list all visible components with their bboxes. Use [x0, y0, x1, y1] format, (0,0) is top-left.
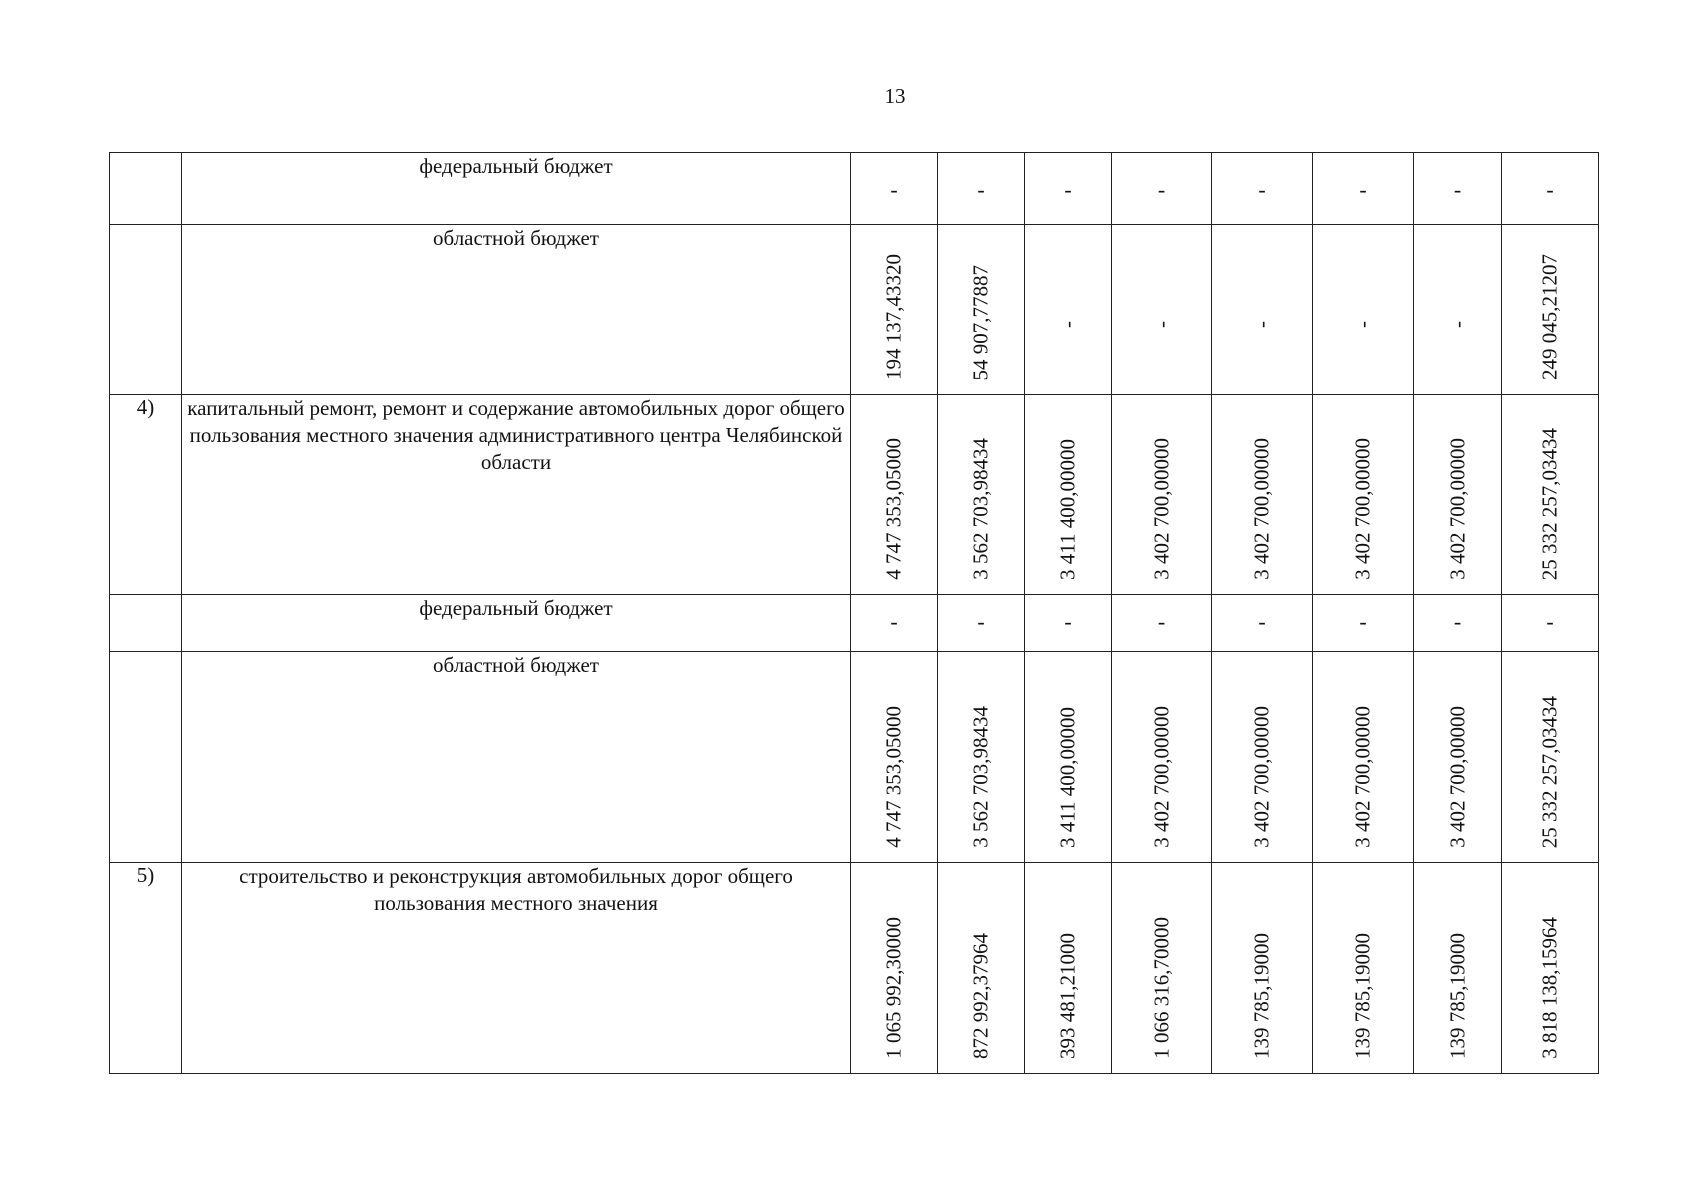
- row-number: [110, 652, 182, 863]
- value-cell: [1212, 863, 1313, 1074]
- row-number: [110, 153, 182, 225]
- page-number: 13: [884, 84, 906, 108]
- value-text: -: [1055, 321, 1080, 328]
- value-cell: [1313, 652, 1414, 863]
- row-number: [110, 225, 182, 395]
- value-cell: [938, 395, 1025, 595]
- value-cell: [1313, 395, 1414, 595]
- row-number: 5): [110, 863, 182, 1074]
- value-text: 3 402 700,00000: [1350, 706, 1375, 848]
- value-cell: -: [1414, 153, 1502, 225]
- value-text: 25 332 257,03434: [1537, 695, 1562, 848]
- value-text: 249 045,21207: [1537, 254, 1562, 380]
- value-cell: -: [1414, 595, 1502, 652]
- value-cell: -: [1313, 153, 1414, 225]
- value-text: 3 402 700,00000: [1249, 438, 1274, 580]
- value-text: 3 562 703,98434: [968, 438, 993, 580]
- value-text: 3 402 700,00000: [1445, 706, 1469, 848]
- value-text: 3 402 700,00000: [1149, 706, 1173, 848]
- value-cell: [1112, 652, 1212, 863]
- value-cell: -: [851, 595, 938, 652]
- value-cell: -: [851, 153, 938, 225]
- value-text: 139 785,19000: [1350, 933, 1375, 1059]
- row-description: федеральный бюджет: [182, 595, 851, 652]
- row-description: областной бюджет: [182, 225, 851, 395]
- value-text: -: [1445, 321, 1469, 328]
- table-row: [110, 595, 1599, 652]
- value-cell: -: [1112, 595, 1212, 652]
- value-text: 3 402 700,00000: [1149, 438, 1173, 580]
- value-cell: -: [1112, 153, 1212, 225]
- value-cell: [851, 225, 938, 395]
- value-cell: [1313, 225, 1414, 395]
- value-text: 1 065 992,30000: [881, 917, 906, 1059]
- value-text: 4 747 353,05000: [881, 438, 906, 580]
- value-text: 1 066 316,70000: [1149, 917, 1173, 1059]
- table-row: [110, 225, 1599, 395]
- row-description: капитальный ремонт, ремонт и содержание автомобильных дорог общего пользования местного значения административного центра Челябинской области: [182, 395, 851, 595]
- value-cell: -: [1212, 153, 1313, 225]
- value-cell: -: [1502, 153, 1599, 225]
- value-cell: [1502, 225, 1599, 395]
- table-row: [110, 652, 1599, 863]
- budget-table: [109, 152, 1599, 1074]
- value-cell: [851, 652, 938, 863]
- value-text: 25 332 257,03434: [1537, 427, 1562, 580]
- value-cell: -: [1313, 595, 1414, 652]
- value-cell: [1414, 395, 1502, 595]
- value-cell: [938, 225, 1025, 395]
- value-text: 54 907,77887: [968, 264, 993, 380]
- row-number: [110, 595, 182, 652]
- value-cell: [1212, 395, 1313, 595]
- value-cell: -: [1025, 595, 1112, 652]
- value-cell: [1112, 225, 1212, 395]
- value-text: 194 137,43320: [881, 254, 906, 380]
- value-cell: [1414, 863, 1502, 1074]
- value-cell: -: [938, 595, 1025, 652]
- table-row: [110, 153, 1599, 225]
- value-cell: -: [1502, 595, 1599, 652]
- value-text: 3 562 703,98434: [968, 706, 993, 848]
- value-text: 139 785,19000: [1249, 933, 1274, 1059]
- value-cell: -: [1025, 153, 1112, 225]
- value-text: 4 747 353,05000: [881, 706, 906, 848]
- value-text: 3 818 138,15964: [1537, 917, 1562, 1059]
- value-cell: [1313, 863, 1414, 1074]
- table-row: [110, 863, 1599, 1074]
- value-text: -: [1149, 321, 1173, 328]
- value-cell: [1502, 395, 1599, 595]
- value-cell: [1414, 225, 1502, 395]
- value-cell: [1025, 395, 1112, 595]
- row-number: 4): [110, 395, 182, 595]
- value-cell: [938, 652, 1025, 863]
- value-text: 3 402 700,00000: [1445, 438, 1469, 580]
- value-cell: [1025, 225, 1112, 395]
- table-row: [110, 395, 1599, 595]
- value-text: 3 411 400,00000: [1055, 439, 1080, 580]
- value-text: -: [1249, 321, 1274, 328]
- value-cell: [938, 863, 1025, 1074]
- row-description: федеральный бюджет: [182, 153, 851, 225]
- value-text: 393 481,21000: [1055, 933, 1080, 1059]
- value-cell: [1025, 863, 1112, 1074]
- value-cell: -: [1212, 595, 1313, 652]
- value-text: 3 411 400,00000: [1055, 707, 1080, 848]
- value-text: 139 785,19000: [1445, 933, 1469, 1059]
- value-cell: [851, 863, 938, 1074]
- value-text: -: [1350, 321, 1375, 328]
- value-cell: [1112, 863, 1212, 1074]
- value-cell: [1502, 863, 1599, 1074]
- value-text: 3 402 700,00000: [1350, 438, 1375, 580]
- value-text: 3 402 700,00000: [1249, 706, 1274, 848]
- value-cell: [1414, 652, 1502, 863]
- value-cell: [1112, 395, 1212, 595]
- value-cell: [1502, 652, 1599, 863]
- row-description: строительство и реконструкция автомобильных дорог общего пользования местного значения: [182, 863, 851, 1074]
- value-cell: [851, 395, 938, 595]
- value-cell: [1212, 225, 1313, 395]
- value-cell: [1212, 652, 1313, 863]
- value-text: 872 992,37964: [968, 933, 993, 1059]
- row-description: областной бюджет: [182, 652, 851, 863]
- value-cell: [1025, 652, 1112, 863]
- value-cell: -: [938, 153, 1025, 225]
